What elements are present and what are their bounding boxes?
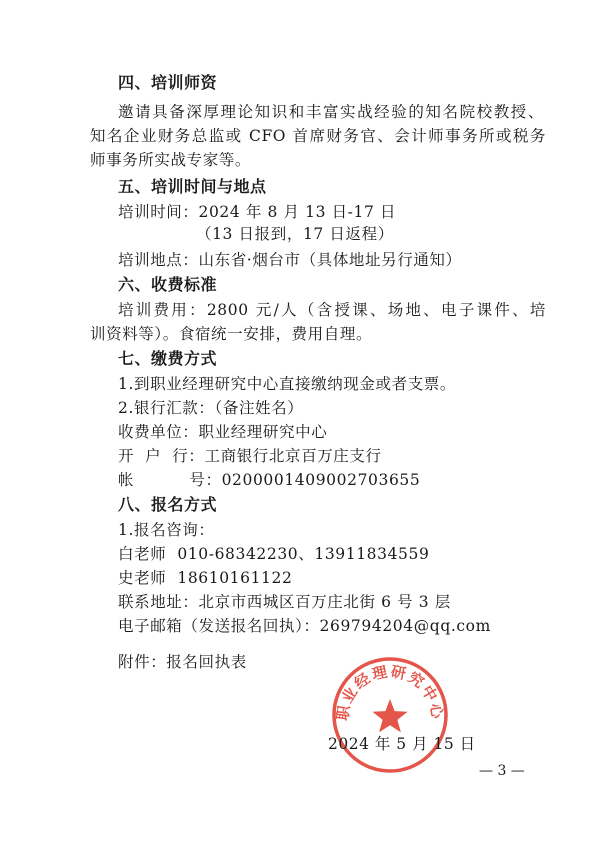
seal-text: 职业经理研究中心 [333, 662, 447, 722]
section-heading-registration: 八、报名方式 [118, 495, 218, 514]
bank-name: 开 户 行：工商银行北京百万庄支行 [118, 447, 382, 465]
trainers-paragraph-line-3: 师事务所实战专家等。 [90, 151, 252, 169]
payment-method-2: 2.银行汇款：（备注姓名） [118, 399, 304, 417]
section-heading-fees: 六、收费标准 [118, 275, 218, 294]
training-time-note: （13 日报到，17 日返程） [196, 225, 394, 243]
contact-address: 联系地址：北京市西城区百万庄北街 6 号 3 层 [118, 593, 451, 611]
contact-email: 电子邮箱（发送报名回执）：269794204@qq.com [118, 617, 491, 635]
payee-unit: 收费单位：职业经理研究中心 [118, 423, 328, 441]
fee-line-1: 培训费用：2800 元/人（含授课、场地、电子课件、培 [118, 301, 546, 319]
payment-method-1: 1.到职业经理研究中心直接缴纳现金或者支票。 [118, 375, 456, 393]
fee-line-2: 训资料等）。食宿统一安排，费用自理。 [90, 325, 373, 343]
training-time: 培训时间：2024 年 8 月 13 日-17 日 [118, 203, 397, 221]
trainers-paragraph-line-2: 知名企业财务总监或 CFO 首席财务官、会计师事务所或税务 [90, 127, 546, 145]
official-seal [330, 655, 450, 775]
trainers-paragraph-line-1: 邀请具备深厚理论知识和丰富实战经验的知名院校教授、 [118, 103, 544, 121]
section-heading-time-place: 五、培训时间与地点 [118, 177, 267, 196]
page-number: — 3 — [479, 763, 525, 779]
contact-shi: 史老师 18610161122 [118, 569, 293, 587]
contact-bai: 白老师 010-68342230、13911834559 [118, 545, 430, 563]
section-heading-trainers: 四、培训师资 [118, 73, 218, 92]
attachment-note: 附件：报名回执表 [118, 653, 247, 671]
section-heading-payment: 七、缴费方式 [118, 349, 218, 368]
seal-star-icon [372, 699, 407, 732]
registration-consult: 1.报名咨询： [118, 521, 215, 539]
bank-account: 帐 号：0200001409002703655 [118, 471, 421, 489]
document-date: 2024 年 5 月 15 日 [328, 735, 476, 753]
training-place: 培训地点：山东省·烟台市（具体地址另行通知） [118, 251, 462, 269]
